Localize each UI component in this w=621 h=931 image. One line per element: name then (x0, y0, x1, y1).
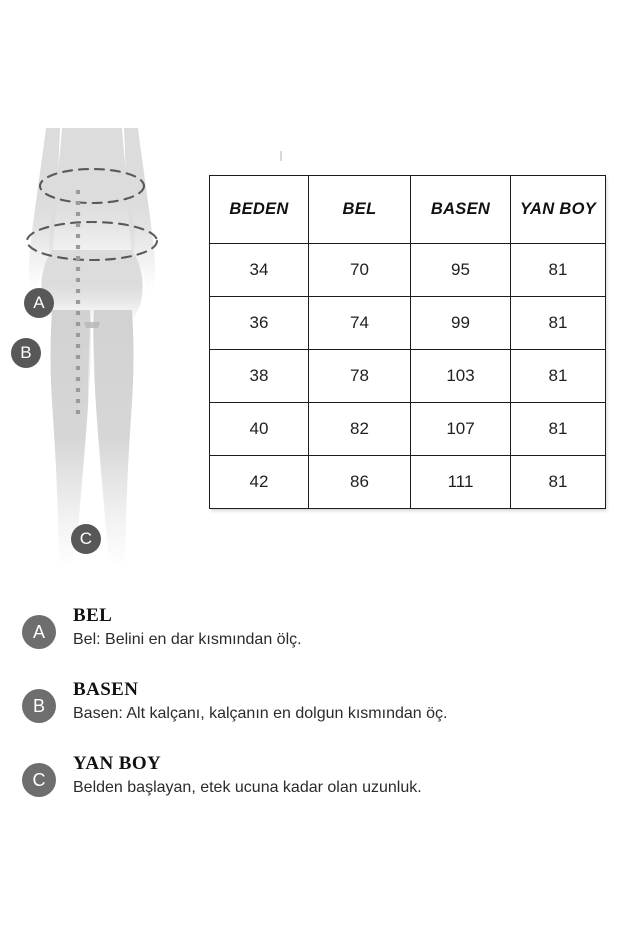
column-header-beden: BEDEN (210, 176, 309, 244)
cell-bel: 70 (309, 244, 411, 297)
legend-text-block (73, 678, 602, 725)
cell-bel: 82 (309, 403, 411, 456)
legend-desc-basen: Basen: Alt kalçanı, kalçanın en dolgun kısmından öç. (73, 704, 448, 722)
legend-item-bel (22, 604, 602, 658)
table-row (210, 244, 606, 297)
table-header (210, 176, 606, 244)
cell-basen: 99 (411, 297, 511, 350)
cell-basen: 95 (411, 244, 511, 297)
table-body (210, 244, 606, 509)
cell-basen: 107 (411, 403, 511, 456)
legend-item-basen (22, 678, 602, 732)
size-chart-table (209, 175, 606, 509)
column-header-bel: BEL (309, 176, 411, 244)
legend-title-basen: BASEN (73, 679, 139, 700)
cell-yan-boy: 81 (511, 244, 606, 297)
cell-bel: 74 (309, 297, 411, 350)
column-header-basen: BASEN (411, 176, 511, 244)
legend-text-block (73, 752, 602, 799)
cell-beden: 36 (210, 297, 309, 350)
cell-beden: 40 (210, 403, 309, 456)
silhouette-crotch-detail (84, 322, 100, 328)
figure-badge-a: A (24, 288, 54, 318)
figure-badge-c: C (71, 524, 101, 554)
table-row (210, 403, 606, 456)
cell-beden: 34 (210, 244, 309, 297)
cell-yan-boy: 81 (511, 297, 606, 350)
body-figure-illustration (0, 110, 205, 590)
size-chart-table-container (209, 175, 605, 509)
cell-beden: 42 (210, 456, 309, 509)
cell-bel: 78 (309, 350, 411, 403)
cell-yan-boy: 81 (511, 456, 606, 509)
cell-basen: 103 (411, 350, 511, 403)
table-row (210, 456, 606, 509)
cell-beden: 38 (210, 350, 309, 403)
legend-item-yan-boy (22, 752, 602, 806)
legend-title-bel: BEL (73, 605, 113, 626)
table-row (210, 350, 606, 403)
legend-title-yan-boy: YAN BOY (73, 753, 162, 774)
cell-yan-boy: 81 (511, 403, 606, 456)
table-row (210, 297, 606, 350)
legend-desc-bel: Bel: Belini en dar kısmından ölç. (73, 630, 302, 648)
legend-badge-a: A (22, 615, 56, 649)
figure-badge-b: B (11, 338, 41, 368)
silhouette-right-leg (93, 310, 133, 568)
legend-badge-c: C (22, 763, 56, 797)
legend-badge-b: B (22, 689, 56, 723)
measurement-legend (22, 604, 602, 826)
table-tick-mark (280, 151, 282, 161)
table-header-row (210, 176, 606, 244)
column-header-yan-boy: YAN BOY (511, 176, 606, 244)
cell-basen: 111 (411, 456, 511, 509)
cell-yan-boy: 81 (511, 350, 606, 403)
legend-text-block (73, 604, 602, 651)
legend-desc-yan-boy: Belden başlayan, etek ucuna kadar olan uzunluk. (73, 778, 422, 796)
cell-bel: 86 (309, 456, 411, 509)
